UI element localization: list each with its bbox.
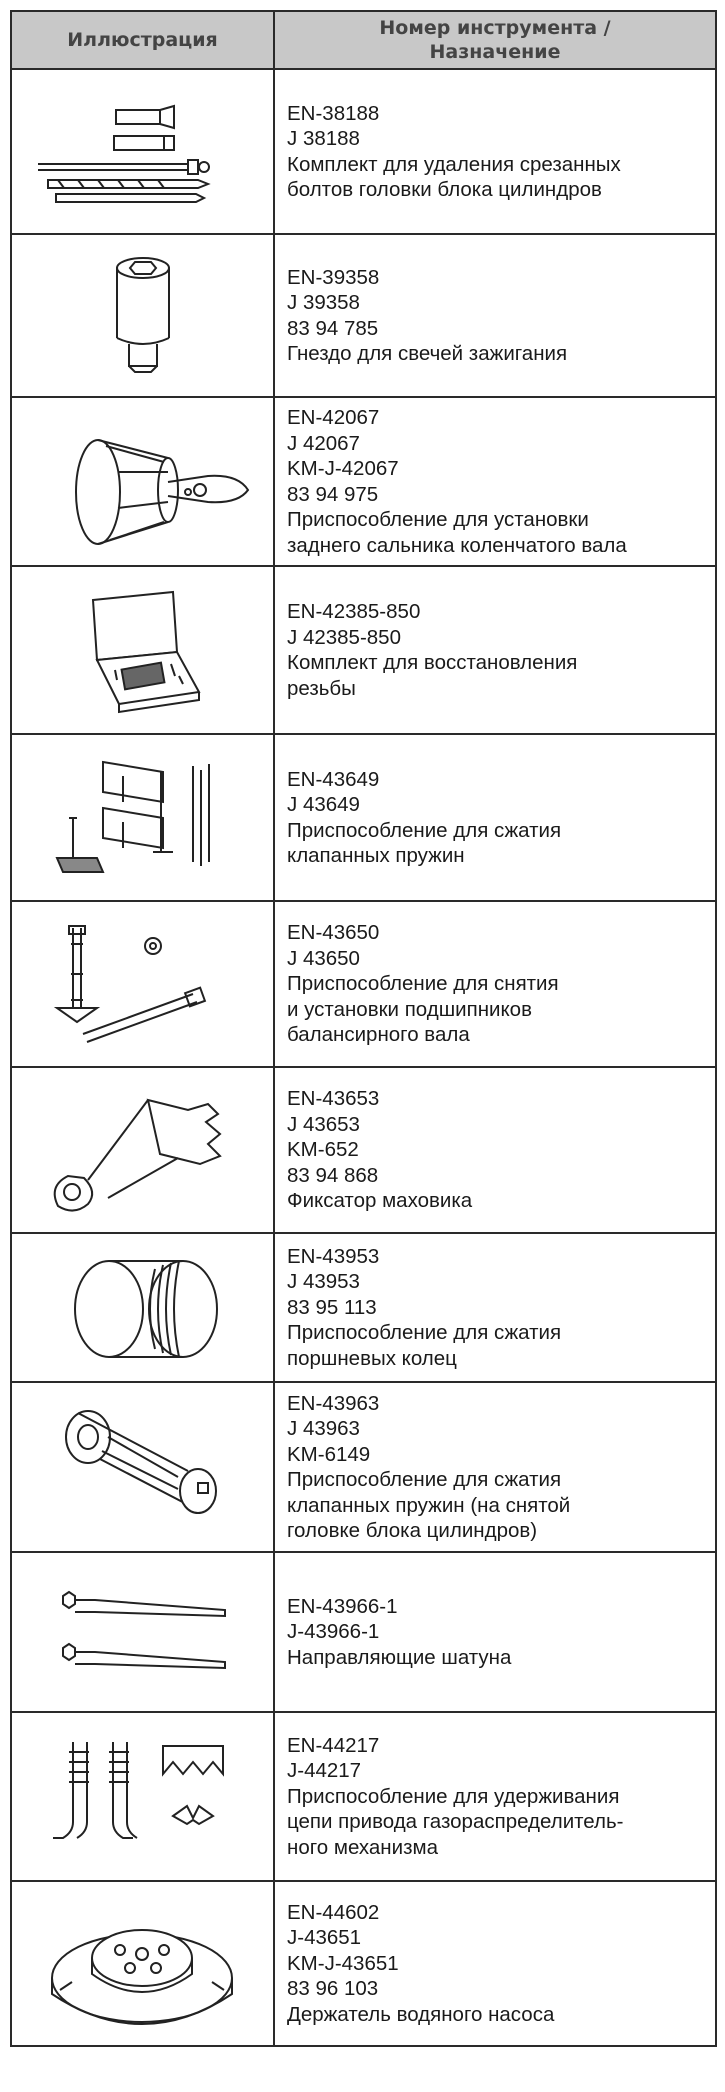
row-illustration [11,69,274,234]
table-row [11,1067,716,1233]
water-pump-holder-icon [38,1894,248,2034]
row-line: EN-43953 [287,1244,380,1268]
row-line: J 38188 [287,127,360,150]
row-illustration [11,734,274,901]
table-row [11,734,716,901]
row-line: EN-43650 [287,921,380,945]
row-line: KM-J-42067 [287,457,399,480]
row-line: клапанных пружин [287,844,465,867]
row-line: заднего сальника коленчатого вала [287,533,627,557]
table-row [11,1881,716,2046]
header-illustration: Иллюстрация [11,11,274,69]
row-illustration [11,1233,274,1382]
row-line: 83 94 868 [287,1163,379,1187]
row-line: EN-43966-1 [287,1594,398,1618]
row-illustration [11,1712,274,1881]
piston-ring-compressor-icon [43,1243,243,1373]
tools-table [10,10,717,2047]
row-line: J 43953 [287,1270,360,1294]
row-line: EN-42067 [287,406,380,429]
row-line: J 39358 [287,291,360,314]
row-line: 83 94 785 [287,316,379,340]
row-illustration [11,397,274,566]
row-line: головке блока цилиндров) [287,1519,538,1542]
row-line: цепи привода газораспределитель- [287,1810,624,1834]
table-row [11,1233,716,1382]
row-text [274,1552,716,1712]
row-line: 83 96 103 [287,1977,379,2001]
row-line: J 42385-850 [287,625,401,649]
row-text [274,566,716,734]
row-line: поршневых колец [287,1346,457,1370]
row-line: EN-44602 [287,1900,380,1924]
row-line: EN-39358 [287,265,380,289]
row-line: балансирного вала [287,1023,470,1047]
row-line: Гнездо для свечей зажигания [287,342,568,365]
row-line: ного механизма [287,1835,438,1859]
row-line: J 43649 [287,793,360,816]
row-text [274,1067,716,1233]
row-illustration [11,1382,274,1552]
bolt-extractor-kit-icon [18,92,268,212]
row-line: EN-44217 [287,1733,380,1757]
row-illustration [11,1067,274,1233]
table-header-row [11,11,716,69]
row-illustration [11,1552,274,1712]
row-illustration [11,1881,274,2046]
header-number-purpose [274,11,716,69]
row-line: EN-38188 [287,101,380,125]
row-line: Направляющие шатуна [287,1645,512,1669]
row-text [274,734,716,901]
flywheel-holder-icon [28,1080,258,1220]
row-line: болтов головки блока цилиндров [287,178,602,201]
table-row [11,566,716,734]
row-line: Держатель водяного насоса [287,2002,555,2026]
row-text [274,397,716,566]
row-line: EN-43653 [287,1087,380,1111]
row-line: Приспособление для сжатия [287,1321,562,1345]
timing-chain-holder-icon [33,1732,253,1862]
row-text [274,1382,716,1552]
thread-repair-kit-icon [63,580,223,720]
row-line: Фиксатор маховика [287,1189,473,1213]
row-text [274,901,716,1067]
row-illustration [11,901,274,1067]
row-line: Комплект для восстановления [287,651,578,674]
row-line: резьбы [287,676,356,700]
row-line: J-43651 [287,1926,362,1950]
row-line: KM-652 [287,1138,359,1162]
row-illustration [11,234,274,397]
row-text [274,1881,716,2046]
bearing-remover-icon [43,914,243,1054]
row-line: J 43650 [287,946,360,970]
header-number-line2: Назначение [429,41,561,63]
table-row [11,234,716,397]
row-line: Приспособление для удерживания [287,1784,620,1808]
row-line: Комплект для удаления срезанных [287,152,621,176]
row-text [274,1233,716,1382]
row-line: J-44217 [287,1759,362,1783]
row-line: KM-6149 [287,1442,371,1466]
row-line: клапанных пружин (на снятой [287,1493,571,1517]
row-line: KM-J-43651 [287,1951,399,1975]
row-line: Приспособление для снятия [287,972,559,996]
row-line: J-43966-1 [287,1620,380,1644]
row-line: и установки подшипников [287,997,532,1021]
row-text [274,234,716,397]
table-row [11,1712,716,1881]
row-line: EN-43649 [287,767,380,791]
row-line: 83 95 113 [287,1295,377,1319]
row-line: Приспособление для сжатия [287,818,562,842]
row-line: Приспособление для установки [287,508,589,531]
table-row [11,1382,716,1552]
rear-seal-installer-icon [18,412,268,552]
row-line: J 43653 [287,1112,360,1136]
row-line: J 42067 [287,431,360,455]
connecting-rod-guides-icon [33,1572,253,1692]
table-row [11,901,716,1067]
row-text [274,1712,716,1881]
row-line: Приспособление для сжатия [287,1468,562,1491]
row-line: J 43963 [287,1417,360,1440]
row-text [274,69,716,234]
row-line: 83 94 975 [287,482,379,506]
row-line: EN-42385-850 [287,600,421,623]
valve-spring-compressor-icon [43,748,243,888]
cylinder-head-spring-compressor-icon [38,1397,248,1537]
row-illustration [11,566,274,734]
header-number-line1: Номер инструмента / [379,17,611,39]
table-row [11,69,716,234]
table-row [11,397,716,566]
spark-plug-socket-icon [83,246,203,386]
row-line: EN-43963 [287,1391,380,1415]
table-row [11,1552,716,1712]
